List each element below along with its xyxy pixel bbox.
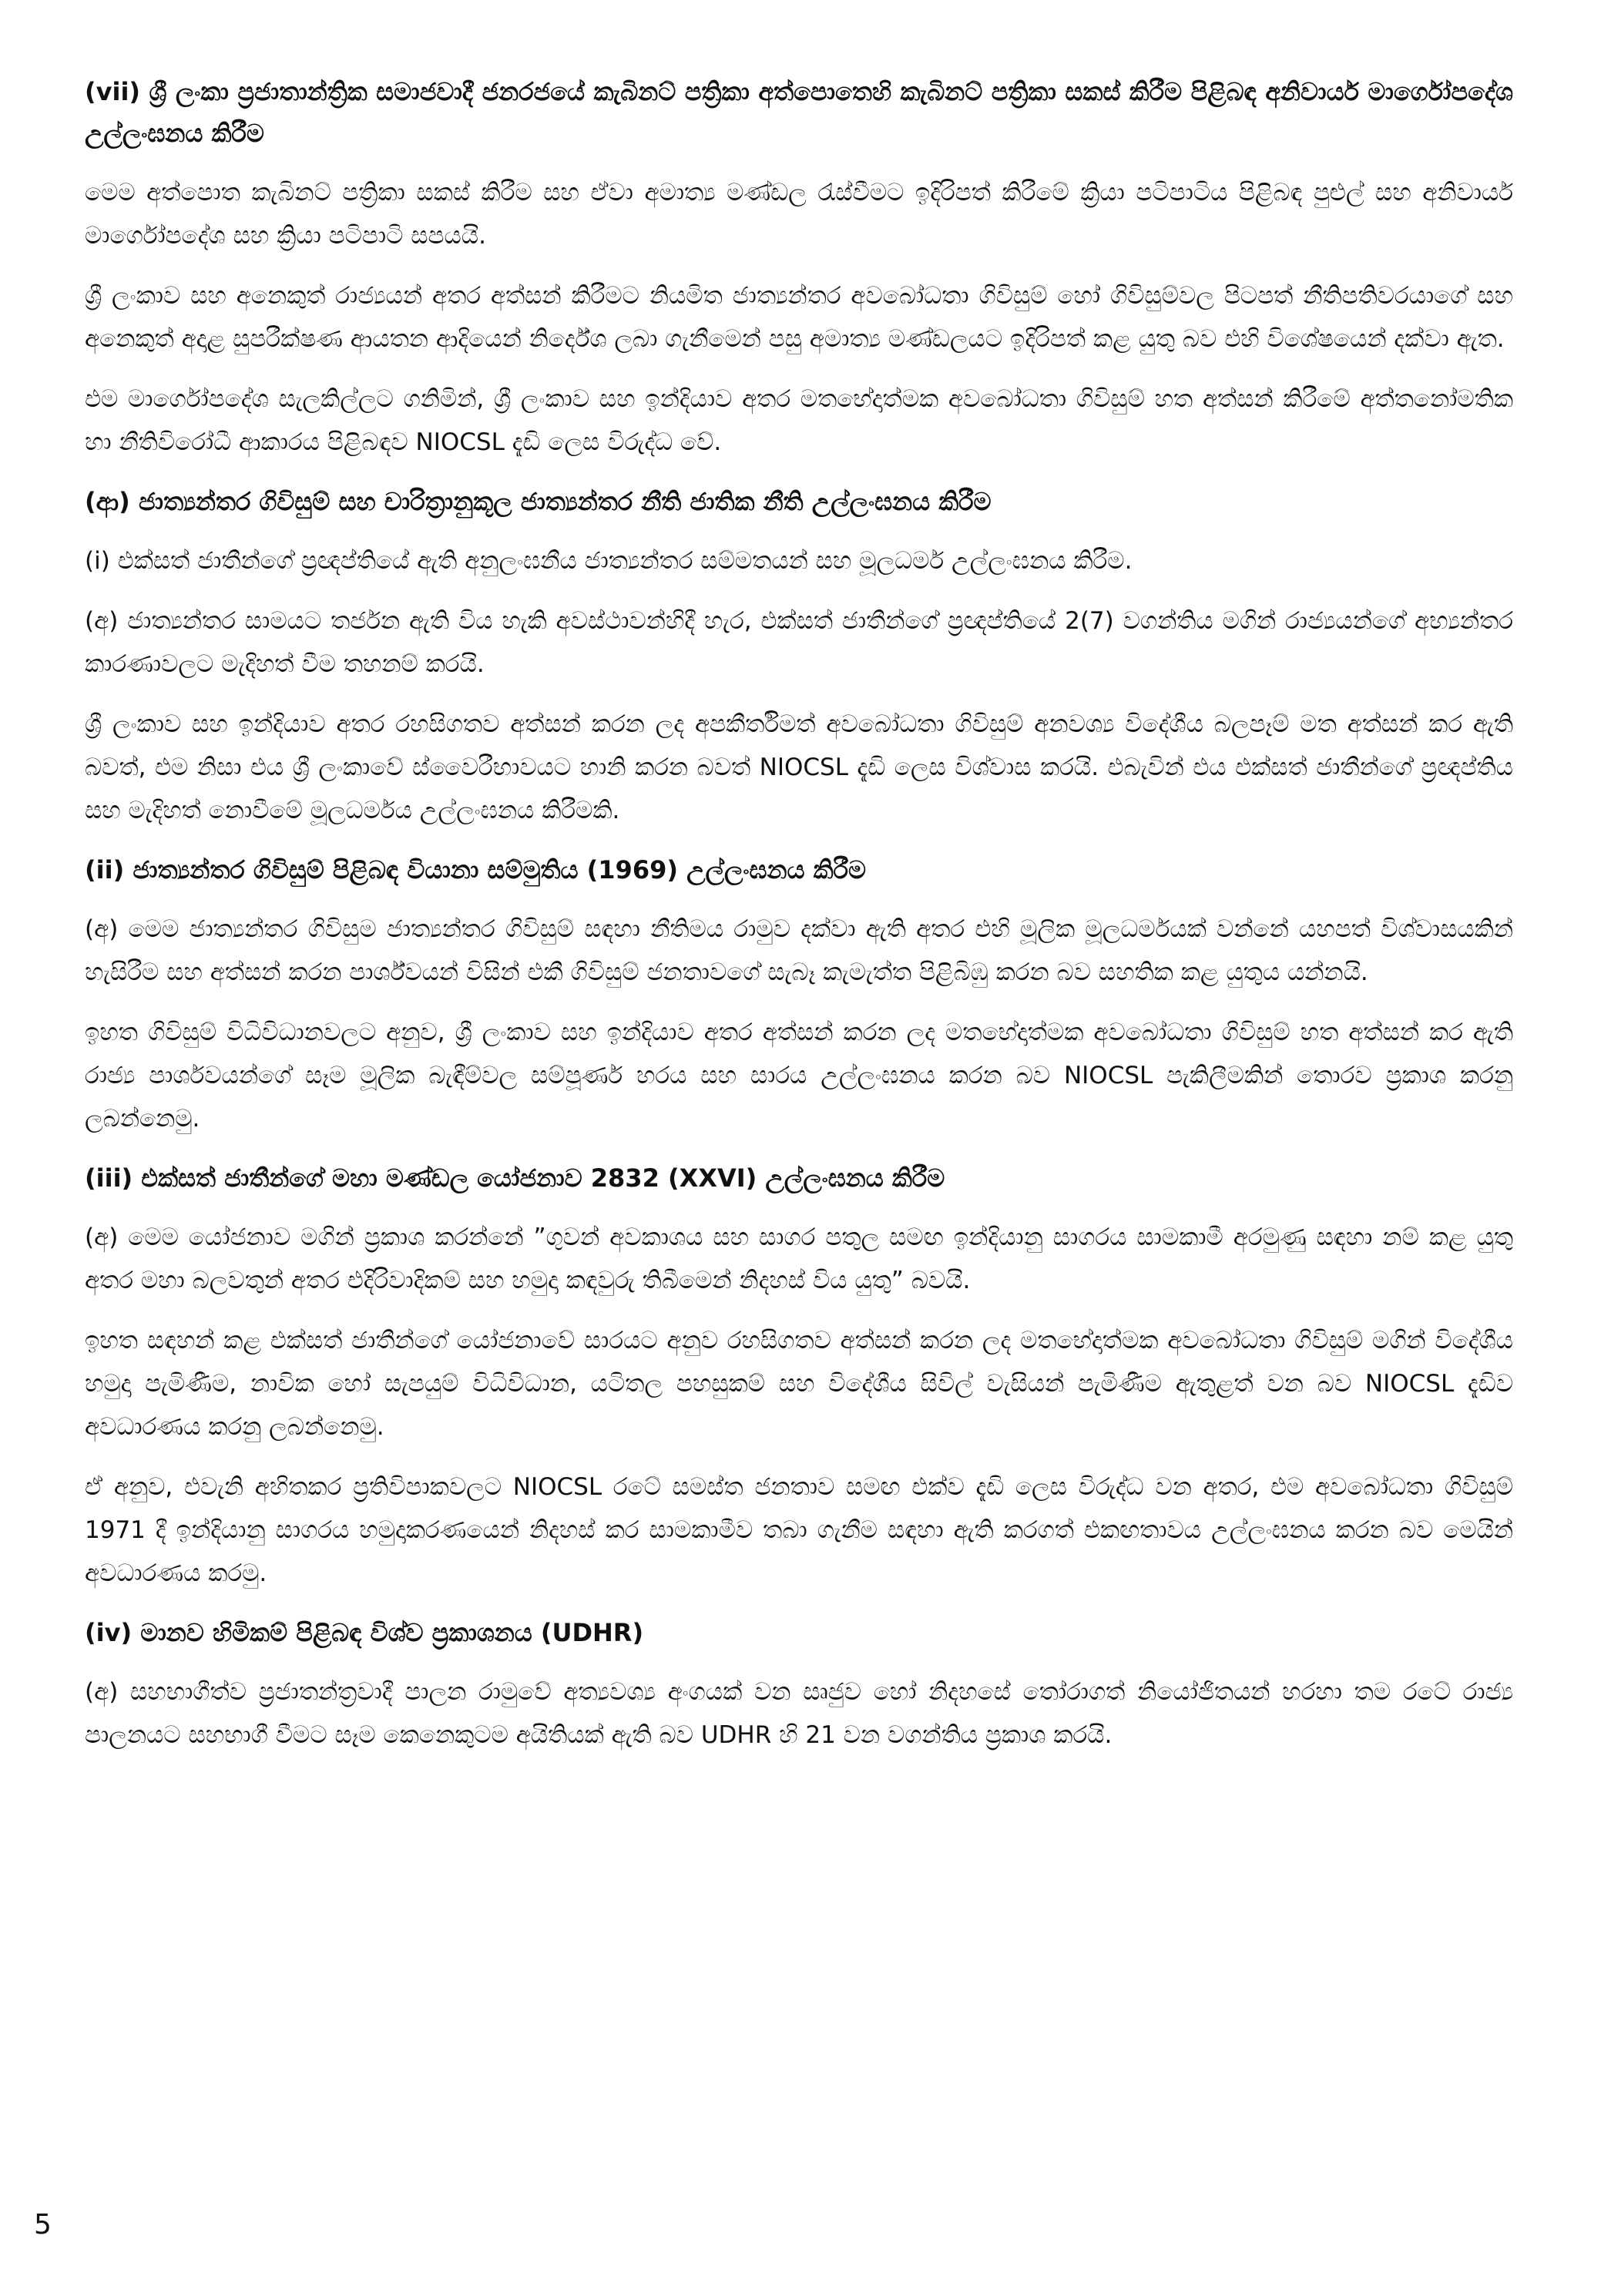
paragraph: (i) එක්සත් ජාතීන්ගේ ප්‍රඥප්තියේ ඇති අනුලංඝනීය ජාත්‍යන්තර සම්මතයන් සහ මූලධර්ම උල්ලංඝනය කිරීම. — [85, 547, 1133, 575]
section-heading: (iii) එක්සත් ජාතීන්ගේ මහා මණ්ඩල යෝජනාව 2832 (XXVI) උල්ලංඝනය කිරීම — [85, 1163, 945, 1193]
section-heading: (ආ) ජාත්‍යන්තර ගිවිසුම් සහ චාරිත්‍රානුකූල ජාත්‍යන්තර නීති ජාතික නීති උල්ලංඝනය කිරීම — [85, 487, 992, 516]
section-heading: (iv) මානව හිමිකම් පිළිබඳ විශ්ව ප්‍රකාශනය (UDHR) — [85, 1618, 644, 1647]
page-number: 5 — [34, 2209, 52, 2241]
paragraph: (අ) ජාත්‍යන්තර සාමයට තර්ජන ඇති විය හැකි අවස්ථාවන්හිදී හැර, එක්සත් ජාතීන්ගේ ප්‍රඥප්තියේ 2(7) වගන්තිය මගින් රාජ්‍යයන්ගේ අභ්‍යන්තර කාරණාවලට මැදිහත් වීම තහනම් කරයි. — [85, 607, 1513, 678]
paragraph: ශ්‍රී ලංකාව සහ අනෙකුත් රාජ්‍යයන් අතර අත්සන් කිරීමට නියමිත ජාත්‍යන්තර අවබෝධතා ගිවිසුම් හෝ ගිවිසුම්වල පිටපත් නීතිපතිවරයාගේ සහ අනෙකුත් අදාළ සුපරීක්ෂණ ආයතන ආදියෙන් නිර්දේශ ලබා ගැනීමෙන් පසු අමාත්‍ය මණ්ඩලයට ඉදිරිපත් කළ යුතු බව එහි විශේෂයෙන් දක්වා ඇත. — [85, 282, 1513, 353]
paragraph: එම මාර්ගෝපදේශ සැලකිල්ලට ගනිමින්, ශ්‍රී ලංකාව සහ ඉන්දියාව අතර මතභේදාත්මක අවබෝධතා ගිවිසුම් හත අත්සන් කිරීමේ අත්තනෝමතික හා නීතිවිරෝධී ආකාරය පිළිබඳව NIOCSL දැඩි ලෙස විරුද්ධ වේ. — [85, 385, 1513, 456]
paragraph: (අ) මෙම ජාත්‍යන්තර ගිවිසුම ජාත්‍යන්තර ගිවිසුම් සඳහා නීතිමය රාමුව දක්වා ඇති අතර එහි මූලික මූලධර්මයක් වන්නේ යහපත් විශ්වාසයකින් හැසිරීම සහ අත්සන් කරන පාර්ශ්වයන් විසින් එකී ගිවිසුම් ජනතාවගේ සැබෑ කැමැත්ත පිළිබිඹු කරන බව සහතික කළ යුතුය යන්නයි. — [85, 915, 1513, 986]
paragraph: ඒ අනුව, එවැනි අහිතකර ප්‍රතිවිපාකවලට NIOCSL රටේ සමස්ත ජනතාව සමඟ එක්ව දැඩි ලෙස විරුද්ධ වන අතර, එම අවබෝධතා ගිවිසුම් 1971 දී ඉන්දියානු සාගරය හමුදාකරණයෙන් නිදහස් කර සාමකාමීව තබා ගැනීම සඳහා ඇති කරගත් එකඟතාවය උල්ලංඝනය කරන බව මෙයින් අවධාරණය කරමු. — [85, 1473, 1513, 1587]
paragraph: ශ්‍රී ලංකාව සහ ඉන්දියාව අතර රහසිගතව අත්සන් කරන ලද අපකීර්තිමත් අවබෝධතා ගිවිසුම් අනවශ්‍ය විදේශීය බලපෑම් මත අත්සන් කර ඇති බවත්, එම නිසා එය ශ්‍රී ලංකාවේ ස්වෛරීභාවයට හානි කරන බවත් NIOCSL දැඩි ලෙස විශ්වාස කරයි. එබැවින් එය එක්සත් ජාතීන්ගේ ප්‍රඥප්තිය සහ මැදිහත් නොවීමේ මූලධර්මය උල්ලංඝනය කිරීමකි. — [85, 710, 1513, 824]
paragraph: මෙම අත්පොත කැබිනට් පත්‍රිකා සකස් කිරීම සහ ඒවා අමාත්‍ය මණ්ඩල රැස්වීමට ඉදිරිපත් කිරීමේ ක්‍රියා පටිපාටිය පිළිබඳ පුළුල් සහ අනිවාර්ය මාර්ගෝපදේශ සහ ක්‍රියා පටිපාටි සපයයි. — [85, 179, 1513, 250]
paragraph: (අ) සහභාගීත්ව ප්‍රජාතන්ත්‍රවාදී පාලන රාමුවේ අත්‍යවශ්‍ය අංගයක් වන සෘජුව හෝ නිදහසේ තෝරාගත් නියෝජිතයන් හරහා තම රටේ රාජ්‍ය පාලනයට සහභාගී වීමට සෑම කෙනෙකුටම අයිතියක් ඇති බව UDHR හි 21 වන වගන්තිය ප්‍රකාශ කරයි. — [85, 1678, 1513, 1749]
section-heading: (ii) ජාත්‍යන්තර ගිවිසුම් පිළිබඳ වියානා සම්මුතිය (1969) උල්ලංඝනය කිරීම — [85, 855, 866, 884]
paragraph: ඉහත සඳහන් කළ එක්සත් ජාතීන්ගේ යෝජනාවේ සාරයට අනුව රහසිගතව අත්සන් කරන ලද මතභේදාත්මක අවබෝධතා ගිවිසුම් මගින් විදේශීය හමුදා පැමිණීම, නාවික හෝ සැපයුම් විධිවිධාන, යටිතල පහසුකම් සහ විදේශීය සිවිල් වැසියන් පැමිණීම ඇතුළත් වන බව NIOCSL දැඩිව අවධාරණය කරනු ලබන්නෙමු. — [85, 1327, 1513, 1441]
section-heading: (vii) ශ්‍රී ලංකා ප්‍රජාතාන්ත්‍රික සමාජවාදී ජනරජයේ කැබිනට් පත්‍රිකා අත්පොතෙහි කැබිනට් පත්‍රිකා සකස් කිරීම පිළිබඳ අනිවාර්ය මාර්ගෝපදේශ උල්ලංඝනය කිරීම — [85, 77, 1513, 148]
paragraph: ඉහත ගිවිසුම් විධිවිධානවලට අනුව, ශ්‍රී ලංකාව සහ ඉන්දියාව අතර අත්සන් කරන ලද මතභේදාත්මක අවබෝධතා ගිවිසුම් හත අත්සන් කර ඇති රාජ්‍ය පාර්ශවයන්ගේ සෑම මූලික බැඳීම්වල සම්පූර්ණ හරය සහ සාරය උල්ලංඝනය කරන බව NIOCSL පැකිලීමකින් තොරව ප්‍රකාශ කරනු ලබන්නෙමු. — [85, 1019, 1513, 1133]
paragraph: (අ) මෙම යෝජනාව මගින් ප්‍රකාශ කරන්නේ ”ගුවන් අවකාශය සහ සාගර පතුල සමඟ ඉන්දියානු සාගරය සාමකාමී අරමුණු සඳහා නම් කළ යුතු අතර මහා බලවතුන් අතර එදිරිවාදිකම් සහ හමුදා කඳවුරු තිබීමෙන් නිදහස් විය යුතු” බවයි. — [85, 1224, 1513, 1294]
